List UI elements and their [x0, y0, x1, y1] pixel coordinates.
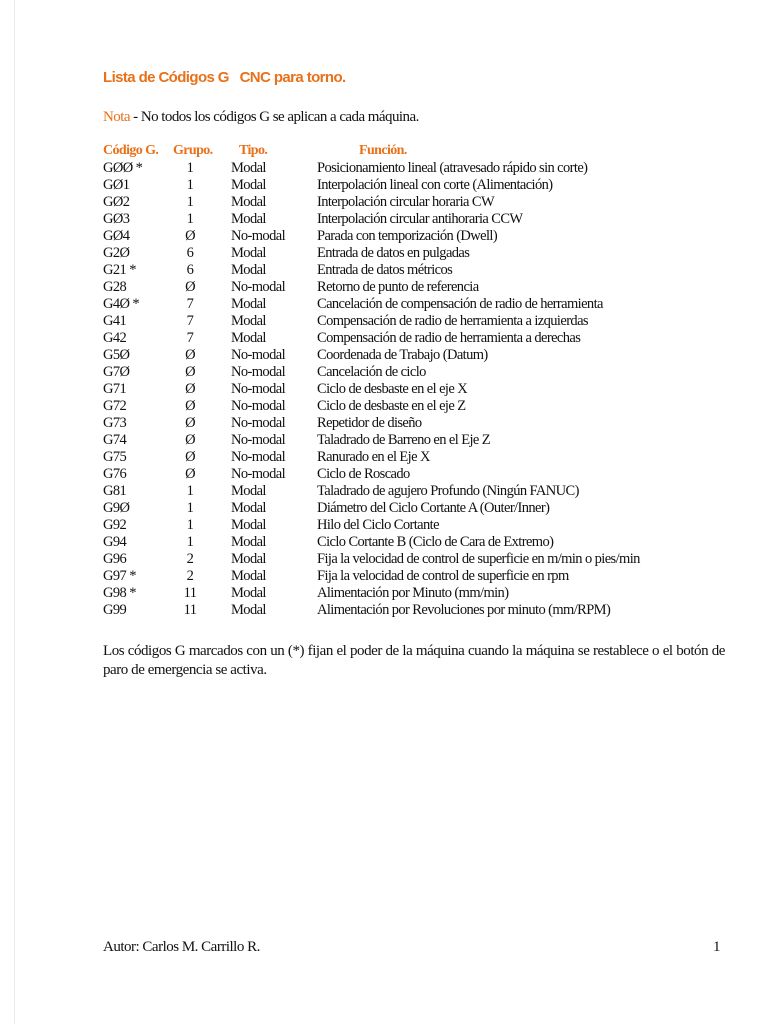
- table-row: [103, 483, 723, 500]
- row-type: No-modal: [231, 279, 285, 295]
- row-function: Retorno de punto de referencia: [317, 279, 479, 295]
- row-type: No-modal: [231, 347, 285, 363]
- row-type: Modal: [231, 177, 266, 193]
- row-type: No-modal: [231, 228, 285, 244]
- row-code: GØØ *: [103, 160, 143, 176]
- note-line: [103, 109, 419, 126]
- row-function: Alimentación por Minuto (mm/min): [317, 585, 509, 601]
- row-code: G98 *: [103, 585, 136, 601]
- row-group: 1: [186, 211, 194, 227]
- row-group: 2: [186, 568, 194, 584]
- row-type: Modal: [231, 160, 266, 176]
- page-edge-line: [14, 0, 15, 1024]
- row-function: Compensación de radio de herramienta a izquierdas: [317, 313, 588, 329]
- row-function: Coordenada de Trabajo (Datum): [317, 347, 488, 363]
- row-function: Diámetro del Ciclo Cortante A (Outer/Inner): [317, 500, 550, 516]
- row-type: Modal: [231, 602, 266, 618]
- row-code: G21 *: [103, 262, 136, 278]
- row-type: Modal: [231, 296, 266, 312]
- row-type: Modal: [231, 211, 266, 227]
- row-function: Fija la velocidad de control de superficie en rpm: [317, 568, 569, 584]
- row-function: Interpolación lineal con corte (Alimentación): [317, 177, 553, 193]
- table-row: [103, 449, 723, 466]
- table-row: [103, 160, 723, 177]
- row-function: Repetidor de diseño: [317, 415, 422, 431]
- row-group: 11: [183, 585, 197, 601]
- header-group: Grupo.: [173, 143, 213, 158]
- row-function: Fija la velocidad de control de superficie en m/min o pies/min: [317, 551, 640, 567]
- table-header: [103, 143, 723, 160]
- row-group: Ø: [185, 415, 195, 431]
- row-code: G2Ø: [103, 245, 130, 261]
- row-type: No-modal: [231, 398, 285, 414]
- row-function: Ciclo de desbaste en el eje X: [317, 381, 468, 397]
- table-row: [103, 228, 723, 245]
- row-group: Ø: [185, 381, 195, 397]
- row-function: Interpolación circular horaria CW: [317, 194, 495, 210]
- row-type: Modal: [231, 313, 266, 329]
- row-group: 11: [183, 602, 197, 618]
- row-type: Modal: [231, 245, 266, 261]
- table-row: [103, 381, 723, 398]
- row-group: 2: [186, 551, 194, 567]
- row-code: G5Ø: [103, 347, 130, 363]
- row-code: G71: [103, 381, 127, 397]
- gcode-table: [103, 160, 723, 619]
- row-function: Ciclo de Roscado: [317, 466, 410, 482]
- row-type: Modal: [231, 534, 266, 550]
- table-row: [103, 466, 723, 483]
- row-code: G41: [103, 313, 127, 329]
- row-code: G76: [103, 466, 127, 482]
- row-group: 1: [186, 483, 194, 499]
- row-function: Interpolación circular antihoraria CCW: [317, 211, 523, 227]
- table-row: [103, 177, 723, 194]
- row-type: Modal: [231, 585, 266, 601]
- row-type: No-modal: [231, 364, 285, 380]
- row-code: G81: [103, 483, 127, 499]
- row-function: Ciclo de desbaste en el eje Z: [317, 398, 466, 414]
- row-function: Cancelación de compensación de radio de herramienta: [317, 296, 603, 312]
- table-row: [103, 500, 723, 517]
- row-code: G96: [103, 551, 127, 567]
- table-row: [103, 398, 723, 415]
- table-row: [103, 415, 723, 432]
- row-type: Modal: [231, 330, 266, 346]
- row-function: Ciclo Cortante B (Ciclo de Cara de Extremo): [317, 534, 554, 550]
- row-group: Ø: [185, 466, 195, 482]
- table-row: [103, 347, 723, 364]
- document-title: Lista de Códigos G CNC para torno.: [103, 69, 346, 86]
- row-code: G73: [103, 415, 127, 431]
- row-type: Modal: [231, 483, 266, 499]
- row-group: Ø: [185, 228, 195, 244]
- note-text: - No todos los códigos G se aplican a cada máquina.: [129, 109, 419, 125]
- row-code: G74: [103, 432, 127, 448]
- row-group: Ø: [185, 279, 195, 295]
- table-row: [103, 211, 723, 228]
- row-group: Ø: [185, 347, 195, 363]
- table-row: [103, 279, 723, 296]
- row-type: Modal: [231, 568, 266, 584]
- row-code: G72: [103, 398, 127, 414]
- header-function: Función.: [359, 143, 407, 158]
- row-function: Entrada de datos métricos: [317, 262, 453, 278]
- row-code: G99: [103, 602, 127, 618]
- table-row: [103, 194, 723, 211]
- row-function: Compensación de radio de herramienta a derechas: [317, 330, 581, 346]
- row-group: 1: [186, 534, 194, 550]
- row-group: 1: [186, 194, 194, 210]
- row-function: Alimentación por Revoluciones por minuto (mm/RPM): [317, 602, 611, 618]
- table-row: [103, 432, 723, 449]
- row-function: Parada con temporización (Dwell): [317, 228, 498, 244]
- row-code: GØ1: [103, 177, 130, 193]
- note-label: Nota: [103, 109, 130, 125]
- header-type: Tipo.: [239, 143, 268, 158]
- row-function: Taladrado de Barreno en el Eje Z: [317, 432, 491, 448]
- row-group: 6: [186, 245, 194, 261]
- footnote: Los códigos G marcados con un (*) fijan el poder de la máquina cuando la máquina se restablece o el botón de paro de emergencia se activa.: [103, 643, 725, 678]
- row-group: 7: [186, 296, 194, 312]
- table-row: [103, 313, 723, 330]
- row-code: G9Ø: [103, 500, 130, 516]
- row-type: No-modal: [231, 466, 285, 482]
- table-row: [103, 585, 723, 602]
- row-type: No-modal: [231, 432, 285, 448]
- table-row: [103, 602, 723, 619]
- row-type: Modal: [231, 194, 266, 210]
- row-type: Modal: [231, 551, 266, 567]
- row-code: G92: [103, 517, 127, 533]
- row-group: 1: [186, 177, 194, 193]
- row-group: 7: [186, 313, 194, 329]
- row-code: GØ4: [103, 228, 130, 244]
- row-type: No-modal: [231, 415, 285, 431]
- row-group: 7: [186, 330, 194, 346]
- row-type: No-modal: [231, 381, 285, 397]
- row-group: 1: [186, 500, 194, 516]
- row-type: Modal: [231, 262, 266, 278]
- table-row: [103, 262, 723, 279]
- row-function: Cancelación de ciclo: [317, 364, 426, 380]
- row-code: G97 *: [103, 568, 136, 584]
- table-row: [103, 534, 723, 551]
- row-code: GØ3: [103, 211, 130, 227]
- row-group: 1: [186, 160, 194, 176]
- row-function: Ranurado en el Eje X: [317, 449, 430, 465]
- row-code: G42: [103, 330, 127, 346]
- row-code: G75: [103, 449, 127, 465]
- table-row: [103, 296, 723, 313]
- author: Autor: Carlos M. Carrillo R.: [103, 939, 260, 955]
- table-row: [103, 568, 723, 585]
- row-code: G94: [103, 534, 127, 550]
- row-code: GØ2: [103, 194, 130, 210]
- row-group: 1: [186, 517, 194, 533]
- row-code: G4Ø *: [103, 296, 140, 312]
- row-function: Posicionamiento lineal (atravesado rápido sin corte): [317, 160, 588, 176]
- row-type: No-modal: [231, 449, 285, 465]
- row-code: G7Ø: [103, 364, 130, 380]
- row-function: Taladrado de agujero Profundo (Ningún FANUC): [317, 483, 579, 499]
- row-function: Entrada de datos en pulgadas: [317, 245, 470, 261]
- table-row: [103, 245, 723, 262]
- table-row: [103, 364, 723, 381]
- table-row: [103, 330, 723, 347]
- row-code: G28: [103, 279, 127, 295]
- page-number: 1: [713, 939, 721, 955]
- row-type: Modal: [231, 500, 266, 516]
- row-type: Modal: [231, 517, 266, 533]
- row-group: Ø: [185, 449, 195, 465]
- header-code: Código G.: [103, 143, 159, 158]
- row-group: Ø: [185, 398, 195, 414]
- row-group: Ø: [185, 364, 195, 380]
- row-group: Ø: [185, 432, 195, 448]
- row-group: 6: [186, 262, 194, 278]
- row-function: Hilo del Ciclo Cortante: [317, 517, 439, 533]
- table-row: [103, 517, 723, 534]
- table-row: [103, 551, 723, 568]
